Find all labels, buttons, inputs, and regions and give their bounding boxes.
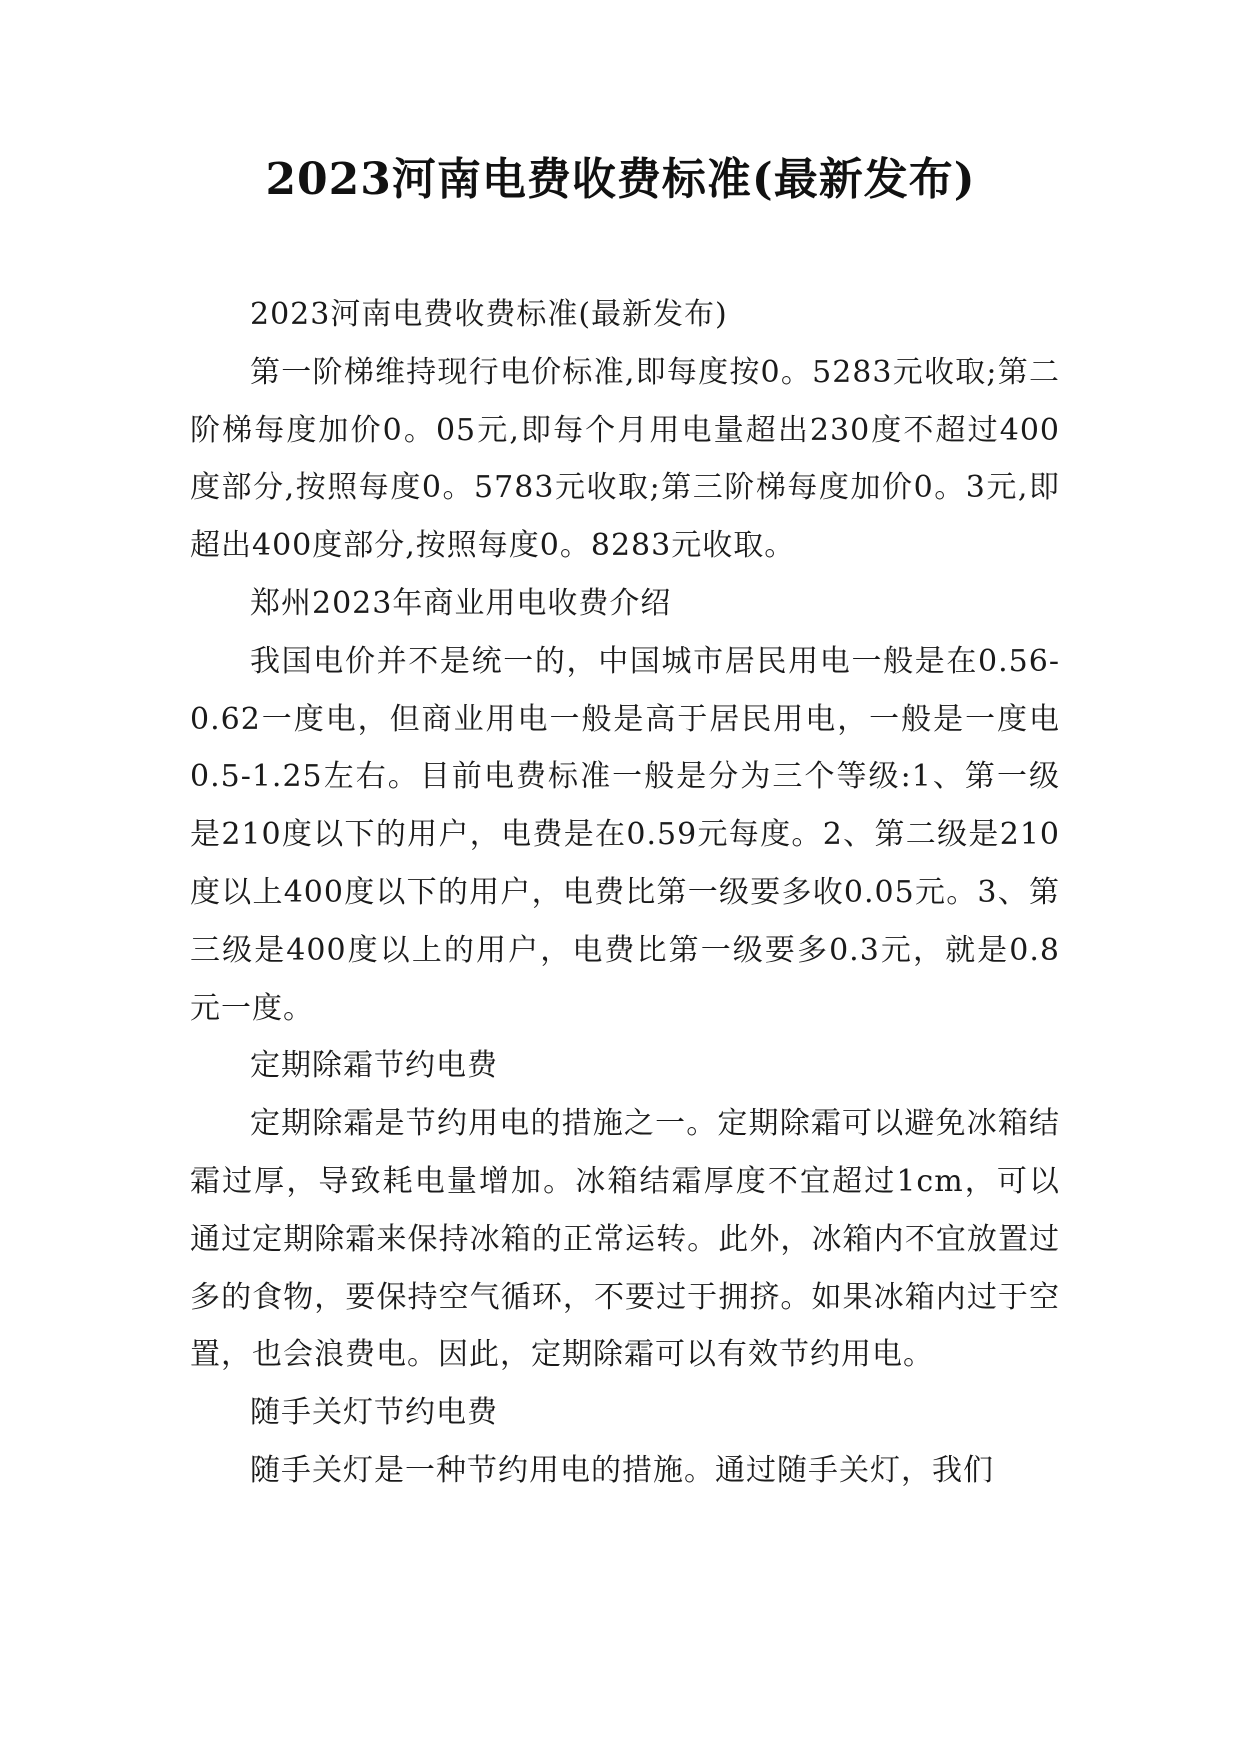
paragraph-subtitle: 2023河南电费收费标准(最新发布) — [250, 297, 728, 332]
paragraph-defrost: 定期除霜是节约用电的措施之一。定期除霜可以避免冰箱结霜过厚，导致耗电量增加。冰箱结霜厚度不宜超过1cm，可以通过定期除霜来保持冰箱的正常运转。此外，冰箱内不宜放置过多的食物，要保持空气循环，不要过于拥挤。如果冰箱内过于空置，也会浪费电。因此，定期除霜可以有效节约用电。 — [190, 1106, 1060, 1373]
paragraph-commercial-pricing: 我国电价并不是统一的，中国城市居民用电一般是在0.56-0.62一度电，但商业用电一般是高于居民用电，一般是一度电0.5-1.25左右。目前电费标准一般是分为三个等级:1、第一级是210度以下的用户，电费是在0.59元每度。2、第二级是210度以上400度以下的用户，电费比第一级要多收0.05元。3、第三级是400度以上的用户，电费比第一级要多0.3元，就是0.8元一度。 — [190, 643, 1060, 1026]
section-heading-commercial: 郑州2023年商业用电收费介绍 — [250, 585, 672, 621]
section-heading-defrost: 定期除霜节约电费 — [250, 1048, 498, 1084]
paragraph-tier-pricing: 第一阶梯维持现行电价标准,即每度按0。5283元收取;第二阶梯每度加价0。05元,即每个月用电量超出230度不超过400度部分,按照每度0。5783元收取;第三阶梯每度加价0。3元,即超出400度部分,按照每度0。8283元收取。 — [190, 354, 1060, 564]
document-body — [190, 286, 1060, 1500]
section-heading-lights: 随手关灯节约电费 — [250, 1395, 498, 1431]
document-title: 2023河南电费收费标准(最新发布) — [265, 154, 976, 205]
paragraph-lights: 随手关灯是一种节约用电的措施。通过随手关灯，我们 — [250, 1452, 994, 1488]
